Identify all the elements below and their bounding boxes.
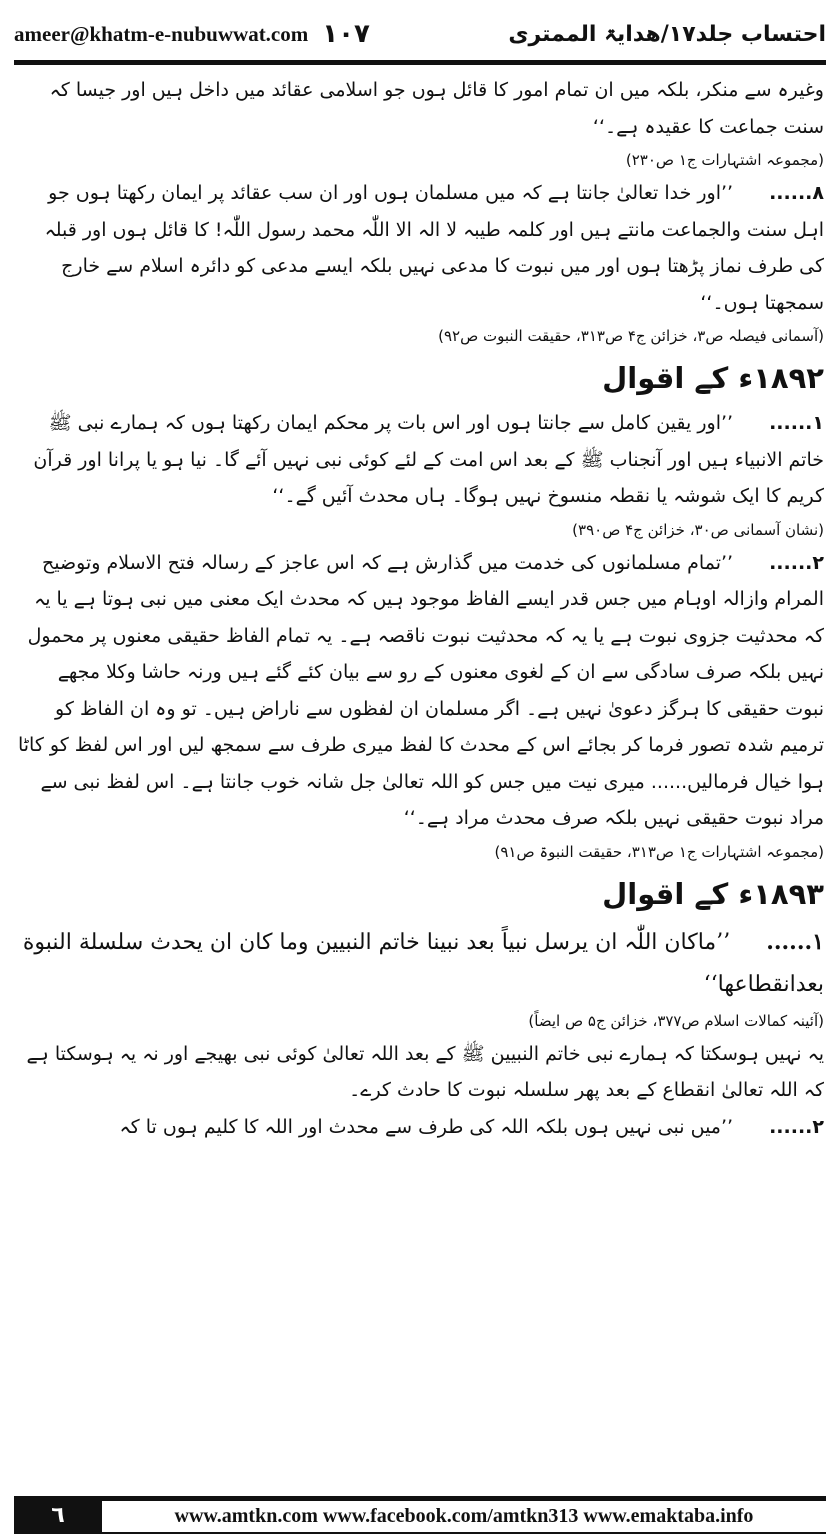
- page-number: ۱۰۷: [322, 19, 370, 49]
- quote-item: [16, 175, 824, 321]
- reference: (مجموعہ اشتہارات ج۱ ص۲۳۰): [625, 151, 824, 169]
- quote-item: [16, 1109, 824, 1146]
- page-content: [16, 72, 824, 1480]
- page-footer: [14, 1496, 826, 1534]
- item-number: ۸......: [769, 182, 824, 204]
- item-number: ۲......: [769, 551, 824, 574]
- header-left: [14, 19, 370, 49]
- reference: (آئینہ کمالات اسلام ص۳۷۷، خزائن ج۵ ص ایضاً): [528, 1011, 824, 1030]
- arabic-text: ’’ماکان اللّٰہ ان یرسل نبیاً بعد نبینا خاتم النبیین وما کان ان یحدث سلسلة النبوة بعدانقطاعھا‘‘: [22, 929, 824, 997]
- header-rule: [14, 60, 826, 65]
- quote-text: ’’اور یقین کامل سے جانتا ہوں اور اس بات پر محکم ایمان رکھتا ہوں کہ ہمارے نبی ﷺ خاتم الانبیاء ہیں اور آنجناب ﷺ کے بعد اس امت کے لئے کوئی نبی نہیں آئے گا۔ نیا ہو یا پرانا اور قرآن کریم کا ایک شوشہ یا نقطہ منسوخ نہیں ہوگا۔ ہاں محدث آئیں گے۔‘‘: [33, 412, 824, 507]
- reference: (مجموعہ اشتہارات ج۱ ص۳۱۳، حقیقت النبوۃ ص۹۱): [494, 842, 824, 861]
- footer-page-badge: ٦: [14, 1496, 102, 1534]
- book-title: احتساب جلد۱۷/ھدایۃ الممتری: [508, 21, 826, 47]
- footer-links[interactable]: www.amtkn.com www.facebook.com/amtkn313 www.emaktaba.info: [102, 1496, 826, 1534]
- header-email: ameer@khatm-e-nubuwwat.com: [14, 21, 309, 46]
- quote-item: [16, 545, 824, 837]
- reference: (آسمانی فیصلہ ص۳، خزائن ج۴ ص۳۱۳، حقیقت النبوت ص۹۲): [438, 327, 824, 345]
- continued-paragraph: وغیرہ سے منکر، بلکہ میں ان تمام امور کا قائل ہوں جو اسلامی عقائد میں داخل ہیں اور جیسا کہ سنت جماعت کا عقیدہ ہے۔‘‘: [49, 79, 824, 138]
- quote-text: ’’میں نبی نہیں ہوں بلکہ اللہ کی طرف سے محدث اور اللہ کا کلیم ہوں تا کہ: [119, 1115, 734, 1138]
- item-number: ۲......: [769, 1115, 824, 1138]
- quote-item: [16, 405, 824, 515]
- item-number: ۱......: [766, 928, 824, 955]
- item-number: ۱......: [769, 412, 824, 434]
- page-header: [14, 14, 826, 54]
- quote-text: ’’تمام مسلمانوں کی خدمت میں گذارش ہے کہ اس عاجز کے رسالہ فتح الاسلام وتوضیح المرام وازالہ اوہام میں جس قدر ایسے الفاظ موجود ہیں کہ محدث ایک معنی میں نبی ہوتا ہے یا یہ کہ محدثیت جزوی نبوت ہے یا یہ کہ محدثیت نبوت ناقصہ ہے۔ یہ تمام الفاظ حقیقی معنوں پر محمول نہیں بلکہ صرف سادگی سے ان کے لغوی معنوں کے رو سے بیان کئے گئے ہیں ورنہ حاشا وکلا مجھے نبوت حقیقی کا ہرگز دعویٰ نہیں ہے۔ اگر مسلمان ان لفظوں سے ناراض ہیں۔ تو وہ ان الفاظ کو ترمیم شدہ تصور فرما کر بجائے اس کے محدث کا لفظ میری طرف سے سمجھ لیں اور اس لفظ کو کاٹا ہوا خیال فرمالیں...... میری نیت میں جس کو اللہ تعالیٰ جل شانہ خوب جانتا ہے۔ اس لفظ نبی سے مراد نبوت حقیقی نہیں بلکہ صرف محدث مراد ہے۔‘‘: [17, 551, 824, 829]
- reference: (نشان آسمانی ص۳۰، خزائن ج۴ ص۳۹۰): [572, 520, 824, 539]
- section-heading: ۱۸۹۲ء کے اقوال: [602, 361, 824, 395]
- quote-text: ’’اور خدا تعالیٰ جانتا ہے کہ میں مسلمان ہوں اور ان سب عقائد پر ایمان رکھتا ہوں جو اہل سنت والجماعت مانتے ہیں اور کلمہ طیبہ لا الہ الا اللّٰہ محمد رسول اللّٰہ! کا قائل ہوں اور قبلہ کی طرف نماز پڑھتا ہوں اور میں نبوت کا مدعی نہیں بلکہ ایسے مدعی کو دائرہ اسلام سے خارج سمجھتا ہوں۔‘‘: [44, 182, 824, 314]
- arabic-quote: [16, 921, 824, 1006]
- translation: یہ نہیں ہوسکتا کہ ہمارے نبی خاتم النبیین ﷺ کے بعد اللہ تعالیٰ کوئی نبی بھیجے اور نہ یہ ہوسکتا ہے کہ اللہ تعالیٰ انقطاع کے بعد پھر سلسلہ نبوت کا حادث کرے۔: [26, 1042, 824, 1101]
- section-heading: ۱۸۹۳ء کے اقوال: [602, 876, 824, 911]
